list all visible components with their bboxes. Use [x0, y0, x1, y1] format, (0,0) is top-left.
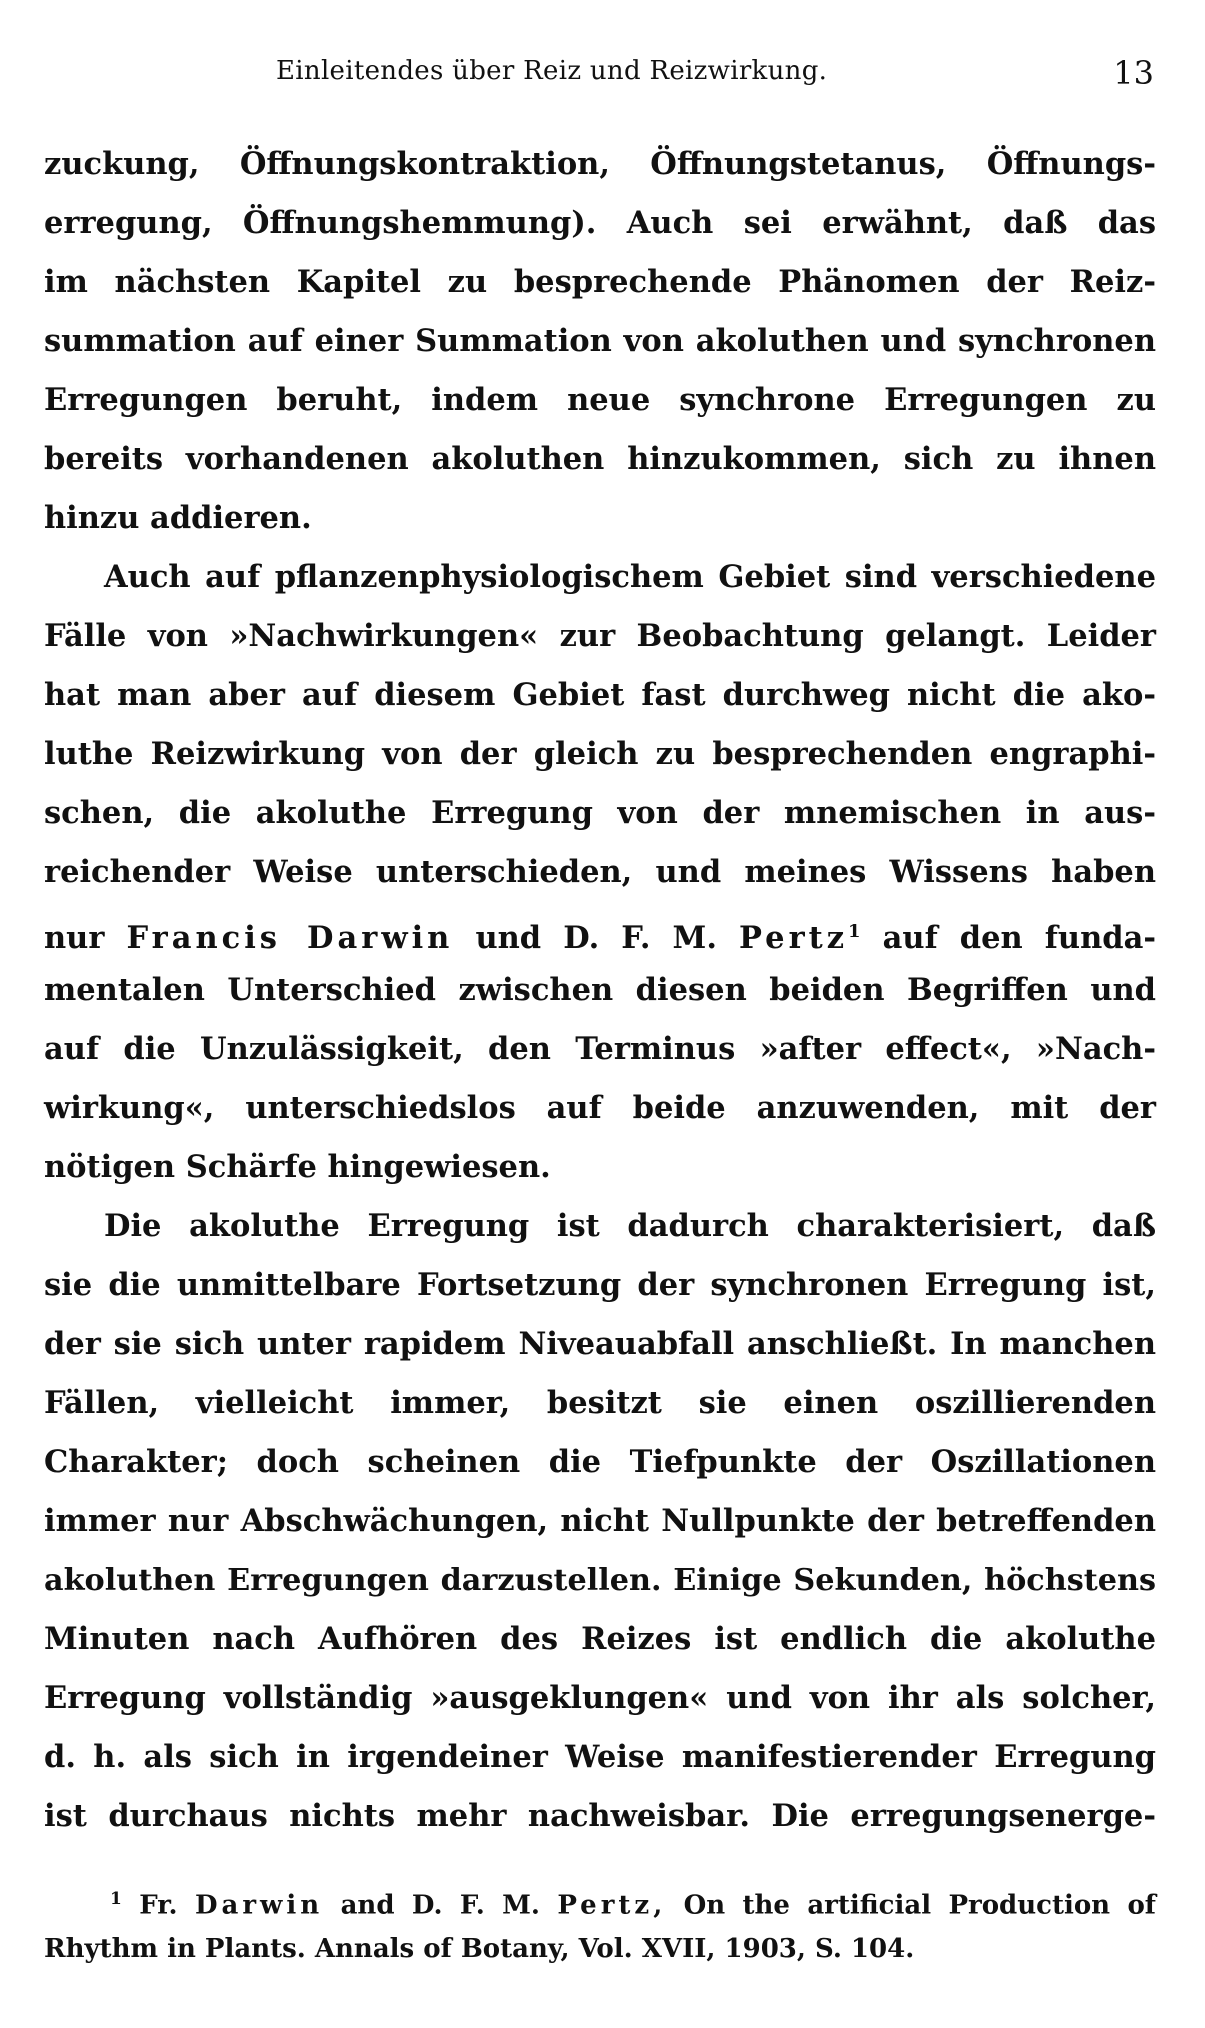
- text-line: Fälle von »Nachwirkungen« zur Beobachtung gelangt. Leider: [44, 618, 1156, 654]
- running-head: Einleitendes über Reiz und Reizwirkung.: [276, 56, 828, 86]
- text-line: schen, die akoluthe Erregung von der mnemischen in aus-: [44, 795, 1156, 831]
- text-line: summation auf einer Summation von akoluthen und synchronen: [44, 323, 1156, 359]
- text-line: im nächsten Kapitel zu besprechende Phänomen der Reiz-: [44, 264, 1156, 300]
- text-line: bereits vorhandenen akoluthen hinzukommen, sich zu ihnen: [44, 441, 1156, 477]
- footnote-text: Fr.: [139, 1890, 178, 1921]
- text-line: hinzu addieren.: [44, 500, 312, 536]
- footnote-line: [44, 1874, 1156, 1924]
- footnote-line: Rhythm in Plants. Annals of Botany, Vol. XVII, 1903, S. 104.: [44, 1934, 915, 1964]
- page-header: [44, 50, 1154, 110]
- footnotes: [44, 1874, 1156, 1974]
- author-name-darwin: Francis Darwin: [126, 920, 454, 957]
- text-line: nötigen Schärfe hingewiesen.: [44, 1149, 551, 1185]
- names-line-pre: nur: [44, 920, 105, 957]
- author-name-pertz: Pertz: [739, 920, 849, 957]
- text-line: mentalen Unterschied zwischen diesen beiden Begriffen und: [44, 972, 1156, 1008]
- text-line: immer nur Abschwächungen, nicht Nullpunkte der betreffenden: [44, 1503, 1156, 1539]
- text-line: Erregung vollständig »ausgeklungen« und von ihr als solcher,: [44, 1680, 1156, 1716]
- paragraph-start-line: Auch auf pflanzenphysiologischem Gebiet sind verschiedene: [104, 559, 1156, 595]
- text-line: d. h. als sich in irgendeiner Weise manifestierender Erregung: [44, 1739, 1156, 1775]
- text-line: Erregungen beruht, indem neue synchrone Erregungen zu: [44, 382, 1156, 418]
- footnote-text: and D. F. M.: [340, 1890, 540, 1921]
- footnote-author-darwin: Darwin: [194, 1890, 324, 1921]
- text-line: sie die unmittelbare Fortsetzung der synchronen Erregung ist,: [44, 1267, 1156, 1303]
- text-line: wirkung«, unterschiedslos auf beide anzuwenden, mit der: [44, 1090, 1156, 1126]
- text-line: akoluthen Erregungen darzustellen. Einige Sekunden, höchstens: [44, 1563, 1156, 1598]
- footnote-reference: 1: [848, 921, 861, 942]
- text-line: ist durchaus nichts mehr nachweisbar. Die erregungsenerge-: [44, 1798, 1156, 1834]
- text-line: Charakter; doch scheinen die Tiefpunkte der Oszillationen: [44, 1444, 1156, 1480]
- body-text: [44, 135, 1156, 1846]
- footnote-marker: 1: [110, 1889, 122, 1909]
- text-line: auf die Unzulässigkeit, den Terminus »after effect«, »Nach-: [44, 1031, 1156, 1067]
- names-line-mid: und D. F. M.: [475, 920, 717, 957]
- footnote-text: On the artificial Production of: [683, 1890, 1156, 1921]
- footnote-author-pertz: Pertz,: [557, 1890, 667, 1921]
- text-line: hat man aber auf diesem Gebiet fast durchweg nicht die ako-: [44, 677, 1156, 713]
- text-line: der sie sich unter rapidem Niveauabfall anschließt. In manchen: [44, 1326, 1156, 1362]
- text-line: erregung, Öffnungshemmung). Auch sei erwähnt, daß das: [44, 205, 1156, 241]
- text-line: zuckung, Öffnungskontraktion, Öffnungstetanus, Öffnungs-: [44, 146, 1156, 182]
- text-line: luthe Reizwirkung von der gleich zu besprechenden engraphi-: [44, 736, 1156, 772]
- text-line: reichender Weise unterschieden, und meines Wissens haben: [44, 854, 1156, 890]
- names-line-post: auf den funda-: [882, 920, 1157, 957]
- names-line: [44, 902, 1156, 961]
- paragraph-start-line: Die akoluthe Erregung ist dadurch charakterisiert, daß: [104, 1208, 1156, 1244]
- page-number: 13: [1113, 54, 1154, 92]
- text-line: Fällen, vielleicht immer, besitzt sie einen oszillierenden: [44, 1385, 1156, 1421]
- text-line: Minuten nach Aufhören des Reizes ist endlich die akoluthe: [44, 1621, 1156, 1657]
